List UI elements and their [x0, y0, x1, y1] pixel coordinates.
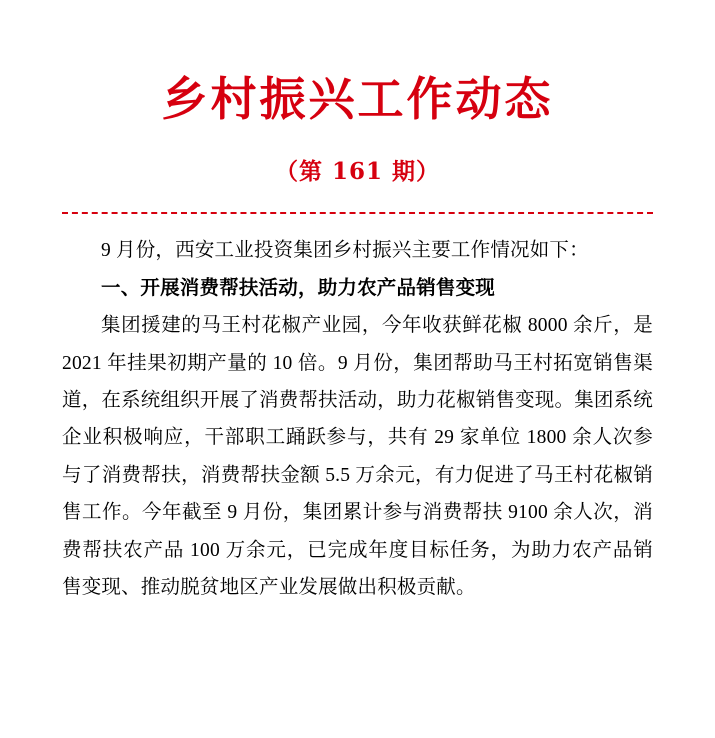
- issue-number: （第 161 期）: [274, 158, 441, 186]
- section-heading-one: 一、开展消费帮扶活动，助力农产品销售变现: [101, 277, 496, 299]
- section-one-body: 集团援建的马王村花椒产业园，今年收获鲜花椒 8000 余斤，是 2021 年挂果初期产量的 10 倍。9 月份，集团帮助马王村拓宽销售渠道，在系统组织开展了消费帮扶活动，助力花椒销售变现。集团系统企业积极响应，干部职工踊跃参与，共有 29 家单位 1800 余人次参与了消费帮扶，消费帮扶金额 5.5 万余元，有力促进了马王村花椒销售工作。今年截至 9 月份，集团累计参与消费帮扶 9100 余人次，消费帮扶农产品 100 万余元，已完成年度目标任务，为助力农产品销售变现、推动脱贫地区产业发展做出积极贡献。: [62, 315, 654, 599]
- intro-paragraph: 9 月份，西安工业投资集团乡村振兴主要工作情况如下：: [101, 240, 589, 262]
- page-title: 乡村振兴工作动态: [161, 72, 554, 126]
- document-body: [62, 214, 653, 606]
